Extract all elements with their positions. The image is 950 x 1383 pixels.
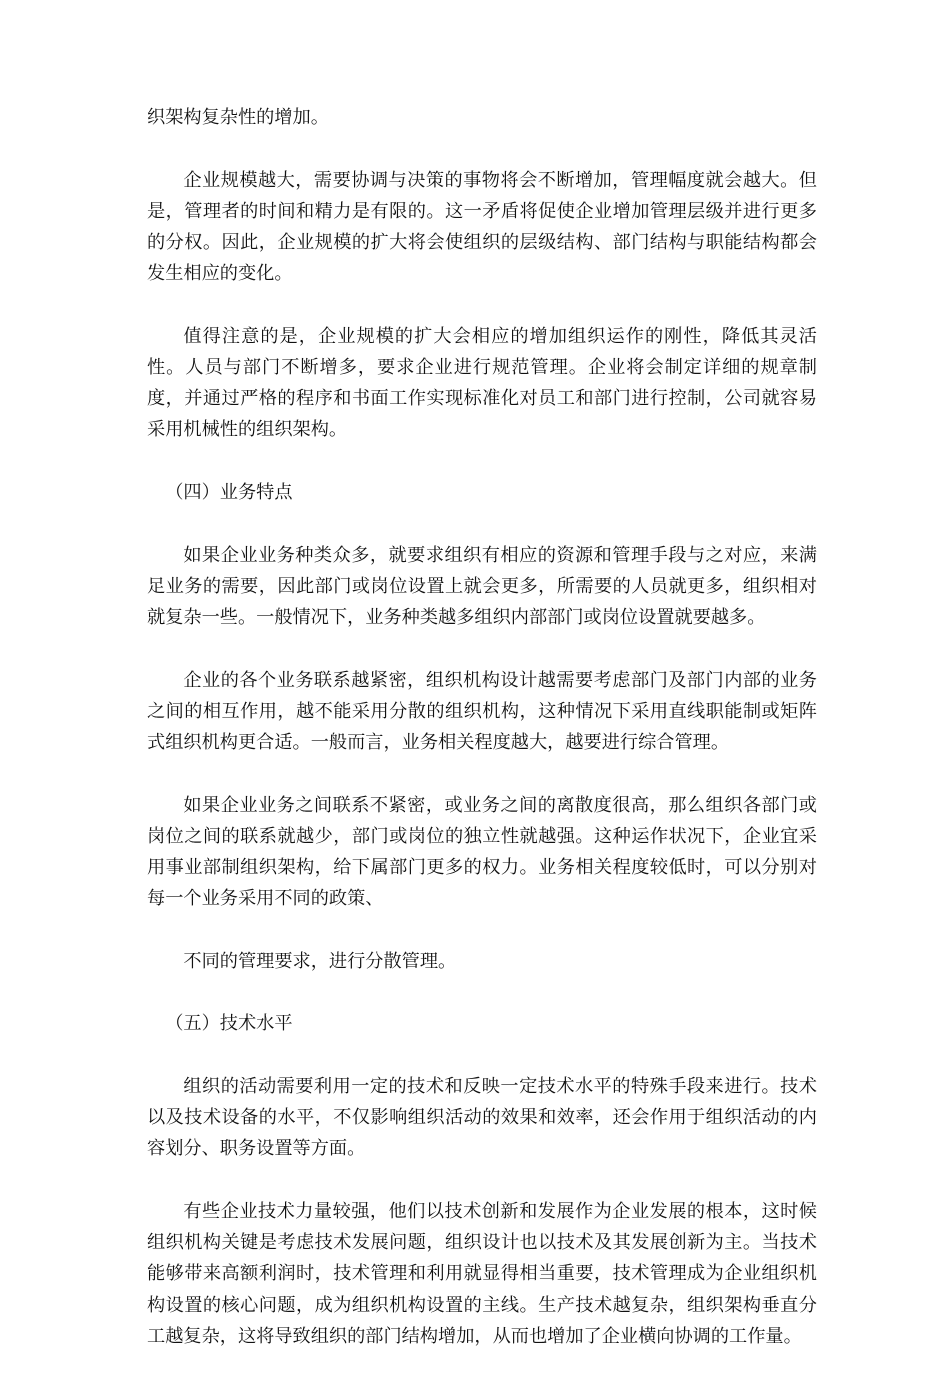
document-body <box>147 102 817 1383</box>
paragraph-technology-innovation: 有些企业技术力量较强，他们以技术创新和发展作为企业发展的根本，这时候组织机构关键是考虑技术发展问题，组织设计也以技术及其发展创新为主。当技术能够带来高额利润时，技术管理和利用就显得相当重要，技术管理成为企业组织机构设置的核心问题，成为组织机构设置的主线。生产技术越复杂，组织架构垂直分工越复杂，这将导致组织的部门结构增加，从而也增加了企业横向协调的工作量。 <box>147 1200 817 1347</box>
paragraph-business-variety: 如果企业业务种类众多，就要求组织有相应的资源和管理手段与之对应，来满足业务的需要，因此部门或岗位设置上就会更多，所需要的人员就更多，组织相对就复杂一些。一般情况下，业务种类越多组织内部部门或岗位设置就要越多。 <box>147 544 817 628</box>
paragraph-scale-rigidity: 值得注意的是，企业规模的扩大会相应的增加组织运作的刚性，降低其灵活性。人员与部门不断增多，要求企业进行规范管理。企业将会制定详细的规章制度，并通过严格的程序和书面工作实现标准化对员工和部门进行控制，公司就容易采用机械性的组织架构。 <box>147 325 817 441</box>
section-heading-business-features: （四）业务特点 <box>165 482 293 503</box>
section-heading-technology-level: （五）技术水平 <box>165 1013 293 1035</box>
paragraph-continuation: 织架构复杂性的增加。 <box>147 107 329 128</box>
paragraph-business-linkage: 企业的各个业务联系越紧密，组织机构设计越需要考虑部门及部门内部的业务之间的相互作用，越不能采用分散的组织机构，这种情况下采用直线职能制或矩阵式组织机构更合适。一般而言，业务相关程度越大，越要进行综合管理。 <box>147 669 817 753</box>
paragraph-technology-activities: 组织的活动需要利用一定的技术和反映一定技术水平的特殊手段来进行。技术以及技术设备的水平，不仅影响组织活动的效果和效率，还会作用于组织活动的内容划分、职务设置等方面。 <box>147 1075 817 1160</box>
paragraph-business-dispersion: 如果企业业务之间联系不紧密，或业务之间的离散度很高，那么组织各部门或岗位之间的联系就越少，部门或岗位的独立性就越强。这种运作状况下，企业宜采用事业部制组织架构，给下属部门更多的权力。业务相关程度较低时，可以分别对每一个业务采用不同的政策、 <box>147 794 817 910</box>
paragraph-scale-coordination: 企业规模越大，需要协调与决策的事物将会不断增加，管理幅度就会越大。但是，管理者的时间和精力是有限的。这一矛盾将促使企业增加管理层级并进行更多的分权。因此，企业规模的扩大将会使组织的层级结构、部门结构与职能结构都会发生相应的变化。 <box>147 169 817 285</box>
paragraph-decentralized-management: 不同的管理要求，进行分散管理。 <box>183 950 457 972</box>
